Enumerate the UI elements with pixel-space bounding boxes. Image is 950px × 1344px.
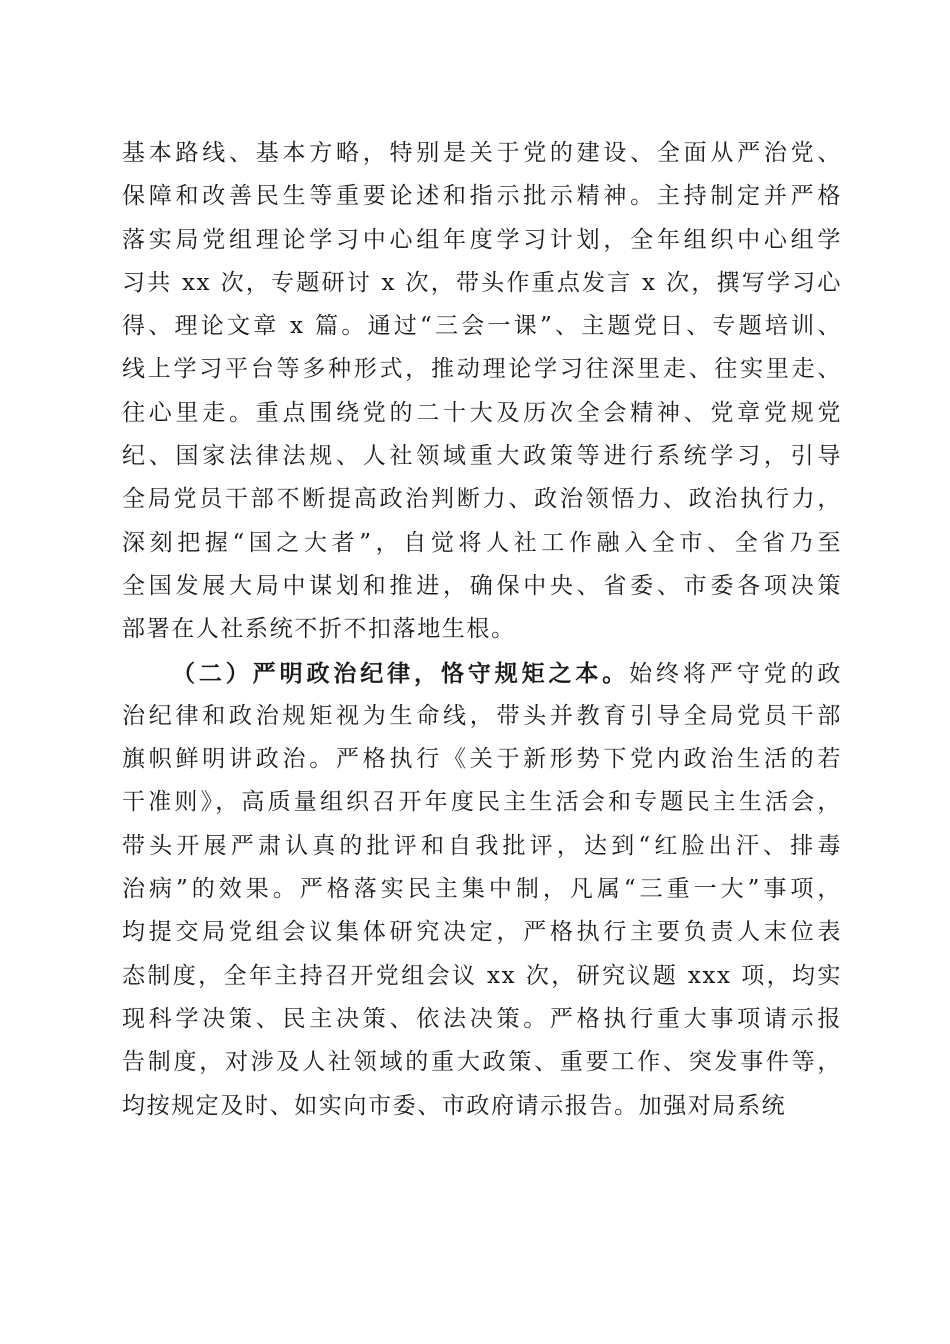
paragraph-2-line: 旗帜鲜明讲政治。严格执行《关于新形势下党内政治生活的若: [122, 746, 842, 773]
paragraph-1-line: 纪、国家法律法规、人社领域重大政策等进行系统学习，引导: [122, 443, 842, 470]
paragraph-1-line: 习共 xx 次，专题研讨 x 次，带头作重点发言 x 次，撰写学习心: [122, 269, 842, 296]
paragraph-2-first-line-text: 始终将严守党的政: [629, 660, 842, 687]
paragraph-2: [122, 652, 842, 1128]
paragraph-2-line: 治病”的效果。严格落实民主集中制，凡属“三重一大”事项，: [122, 876, 842, 903]
paragraph-2-line: 告制度，对涉及人社领域的重大政策、重要工作、突发事件等，: [122, 1049, 842, 1076]
paragraph-1-line: 基本路线、基本方略，特别是关于党的建设、全面从严治党、: [122, 140, 842, 166]
paragraph-1-line: 保障和改善民生等重要论述和指示批示精神。主持制定并严格: [122, 183, 842, 210]
paragraph-2-first-line: [122, 652, 842, 695]
paragraph-1-line: 部署在人社系统不折不扣落地生根。: [122, 616, 516, 643]
paragraph-1-line: 落实局党组理论学习中心组年度学习计划，全年组织中心组学: [122, 226, 842, 253]
paragraph-1-line: 线上学习平台等多种形式，推动理论学习往深里走、往实里走、: [122, 356, 842, 383]
paragraph-1-line: 深刻把握“国之大者”，自觉将人社工作融入全市、全省乃至: [122, 529, 842, 556]
paragraph-1: [122, 132, 842, 652]
paragraph-2-line: 均按规定及时、如实向市委、市政府请示报告。加强对局系统: [122, 1092, 787, 1119]
paragraph-2-line: 带头开展严肃认真的批评和自我批评，达到“红脸出汗、排毒: [122, 832, 842, 859]
document-body: [122, 132, 842, 1128]
paragraph-1-line: 往心里走。重点围绕党的二十大及历次全会精神、党章党规党: [122, 399, 842, 426]
paragraph-2-line: 干准则》，高质量组织召开年度民主生活会和专题民主生活会，: [122, 789, 842, 816]
paragraph-1-line: 全局党员干部不断提高政治判断力、政治领悟力、政治执行力，: [122, 486, 842, 513]
paragraph-2-line: 态制度，全年主持召开党组会议 xx 次，研究议题 xxx 项，均实: [122, 962, 842, 989]
paragraph-1-line: 得、理论文章 x 篇。通过“三会一课”、主题党日、专题培训、: [122, 313, 842, 340]
paragraph-2-line: 治纪律和政治规矩视为生命线，带头并教育引导全局党员干部: [122, 702, 842, 729]
paragraph-2-line: 均提交局党组会议集体研究决定，严格执行主要负责人末位表: [122, 919, 842, 946]
section-heading: （二）严明政治纪律，恪守规矩之本。: [172, 659, 630, 687]
paragraph-1-line: 全国发展大局中谋划和推进，确保中央、省委、市委各项决策: [122, 572, 842, 599]
paragraph-2-line: 现科学决策、民主决策、依法决策。严格执行重大事项请示报: [122, 1005, 842, 1032]
